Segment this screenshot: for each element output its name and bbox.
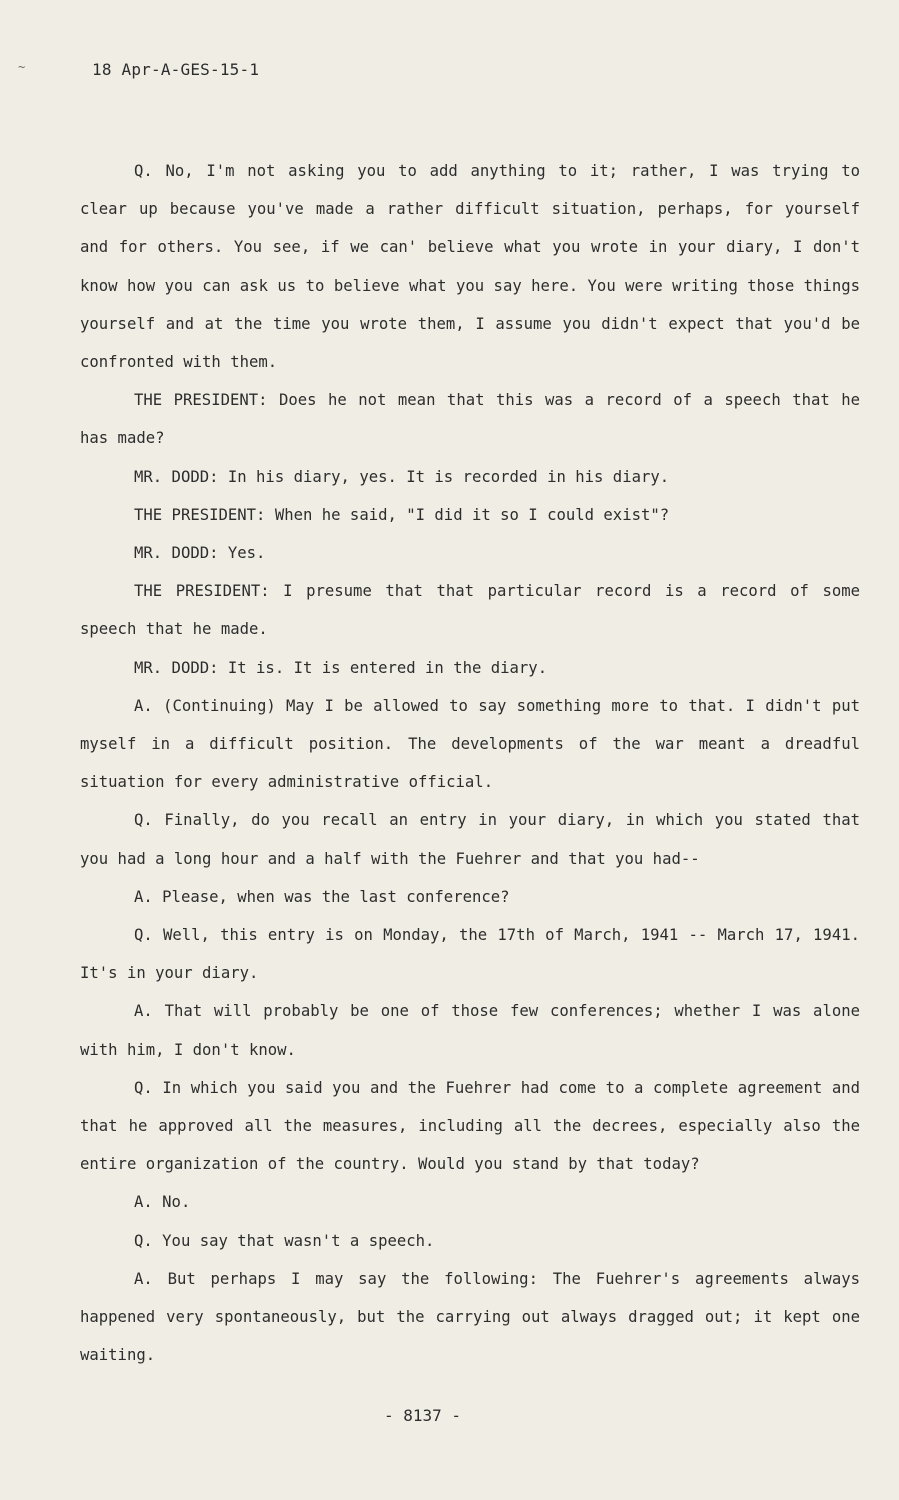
transcript-paragraph: A. Please, when was the last conference?: [134, 887, 510, 906]
transcript-paragraph: THE PRESIDENT: When he said, "I did it so I could exist"?: [134, 505, 670, 524]
transcript-paragraph: Q. Well, this entry is on Monday, the 17th of March, 1941 -- March 17, 1941. It's in your diary.: [80, 926, 860, 983]
transcript-paragraph: MR. DODD: Yes.: [134, 544, 266, 563]
transcript-paragraph: MR. DODD: It is. It is entered in the diary.: [134, 658, 548, 677]
document-code: 18 Apr-A-GES-15-1: [92, 60, 260, 79]
margin-mark: ~: [18, 60, 26, 74]
transcript-paragraph: A. No.: [134, 1193, 191, 1212]
transcript-paragraph: Q. Finally, do you recall an entry in your diary, in which you stated that you had a long hour and a half with the Fuehrer and that you had--: [80, 811, 860, 868]
transcript-paragraph: A. But perhaps I may say the following: The Fuehrer's agreements always happened very spontaneously, but the carrying out always dragged out; it kept one waiting.: [80, 1269, 860, 1365]
transcript-body: [80, 152, 860, 1375]
page-number: - 8137 -: [384, 1406, 462, 1425]
transcript-paragraph: A. (Continuing) May I be allowed to say something more to that. I didn't put myself in a difficult position. The developments of the war meant a dreadful situation for every administrative official.: [80, 696, 860, 792]
transcript-paragraph: THE PRESIDENT: Does he not mean that this was a record of a speech that he has made?: [80, 391, 860, 448]
transcript-paragraph: Q. No, I'm not asking you to add anything to it; rather, I was trying to clear up because you've made a rather difficult situation, perhaps, for yourself and for others. You see, if we can' believe what you wrote in your diary, I don't know how you can ask us to believe what you say here. You were writing those things yourself and at the time you wrote them, I assume you didn't expect that you'd be confronted with them.: [80, 162, 860, 372]
transcript-paragraph: A. That will probably be one of those few conferences; whether I was alone with him, I don't know.: [80, 1002, 860, 1059]
transcript-paragraph: Q. You say that wasn't a speech.: [134, 1231, 435, 1250]
transcript-paragraph: Q. In which you said you and the Fuehrer had come to a complete agreement and that he approved all the measures, including all the decrees, especially also the entire organization of the country. Would you stand by that today?: [80, 1078, 860, 1174]
transcript-paragraph: THE PRESIDENT: I presume that that particular record is a record of some speech that he made.: [80, 582, 860, 639]
transcript-paragraph: MR. DODD: In his diary, yes. It is recorded in his diary.: [134, 467, 670, 486]
